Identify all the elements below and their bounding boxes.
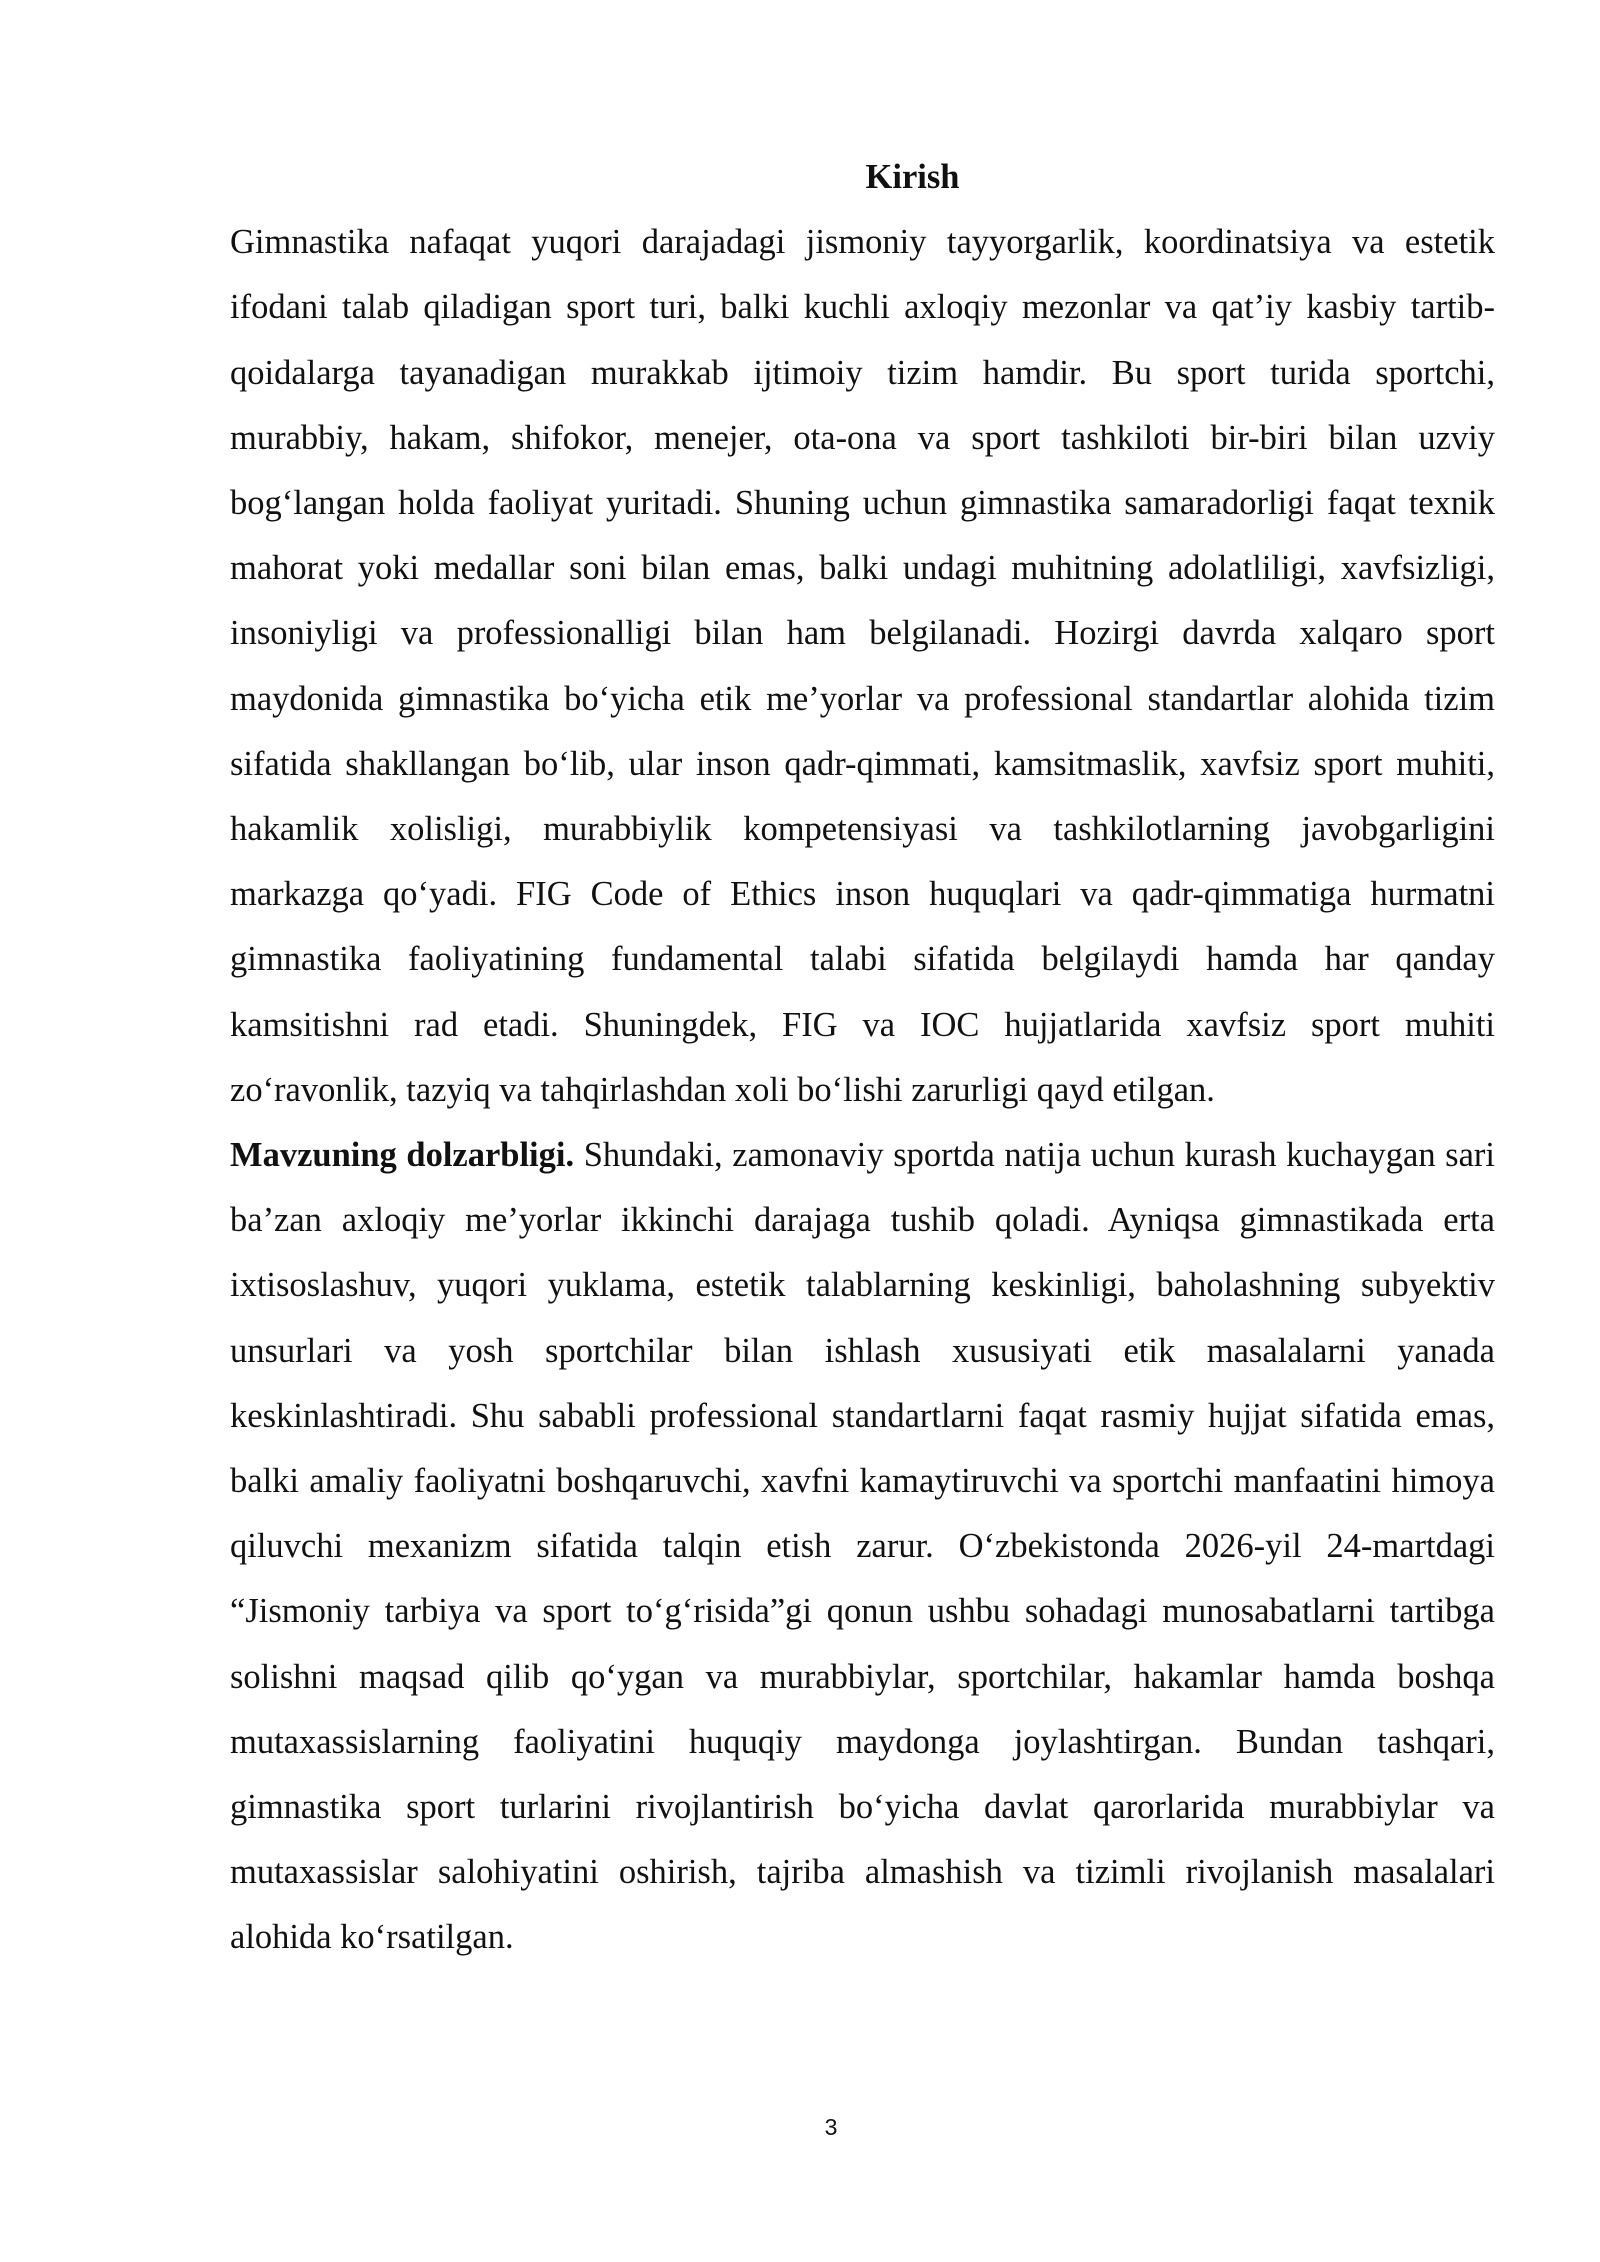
relevance-lead: Mavzuning dolzarbligi. (230, 1136, 575, 1175)
intro-paragraph: Gimnastika nafaqat yuqori darajadagi jismoniy tayyorgarlik, koordinatsiya va estetik ifodani talab qiladigan sport turi, balki kuchli axloqiy mezonlar va qat’iy kasbiy tartib-qoidalarga tayanadigan murakkab ijtimoiy tizim hamdir. Bu sport turida sportchi, murabbiy, hakam, shifokor, menejer, ota-ona va sport tashkiloti bir-biri bilan uzviy bog‘langan holda faoliyat yuritadi. Shuning uchun gimnastika samaradorligi faqat texnik mahorat yoki medallar soni bilan emas, balki undagi muhitning adolatliligi, xavfsizligi, insoniyligi va professionalligi bilan ham belgilanadi. Hozirgi davrda xalqaro sport maydonida gimnastika bo‘yicha etik me’yorlar va professional standartlar alohida tizim sifatida shakllangan bo‘lib, ular inson qadr-qimmati, kamsitmaslik, xavfsiz sport muhiti, hakamlik xolisligi, murabbiylik kompetensiyasi va tashkilotlarning javobgarligini markazga qo‘yadi. FIG Code of Ethics inson huquqlari va qadr-qimmatiga hurmatni gimnastika faoliyatining fundamental talabi sifatida belgilaydi hamda har qanday kamsitishni rad etadi. Shuningdek, FIG va IOC hujjatlarida xavfsiz sport muhiti zo‘ravonlik, tazyiq va tahqirlashdan xoli bo‘lishi zarurligi qayd etilgan. (230, 223, 1495, 1109)
section-heading: Kirish (865, 158, 960, 196)
page-number: 3 (824, 2114, 838, 2140)
page-content (230, 145, 1495, 1971)
relevance-body: Shundaki, zamonaviy sportda natija uchun kurash kuchaygan sari ba’zan axloqiy me’yorlar ikkinchi darajaga tushib qoladi. Ayniqsa gimnastikada erta ixtisoslashuv, yuqori yuklama, estetik talablarning keskinligi, baholashning subyektiv unsurlari va yosh sportchilar bilan ishlash xususiyati etik masalalarni yanada keskinlashtiradi. Shu sababli professional standartlarni faqat rasmiy hujjat sifatida emas, balki amaliy faoliyatni boshqaruvchi, xavfni kamaytiruvchi va sportchi manfaatini himoya qiluvchi mexanizm sifatida talqin etish zarur. O‘zbekistonda 2026-yil 24-martdagi “Jismoniy tarbiya va sport to‘g‘risida”gi qonun ushbu sohadagi munosabatlarni tartibga solishni maqsad qilib qo‘ygan va murabbiylar, sportchilar, hakamlar hamda boshqa mutaxassislarning faoliyatini huquqiy maydonga joylashtirgan. Bundan tashqari, gimnastika sport turlarini rivojlantirish bo‘yicha davlat qarorlarida murabbiylar va mutaxassislar salohiyatini oshirish, tajriba almashish va tizimli rivojlanish masalalari alohida ko‘rsatilgan. (230, 1136, 1495, 1957)
relevance-paragraph (230, 1123, 1495, 1971)
